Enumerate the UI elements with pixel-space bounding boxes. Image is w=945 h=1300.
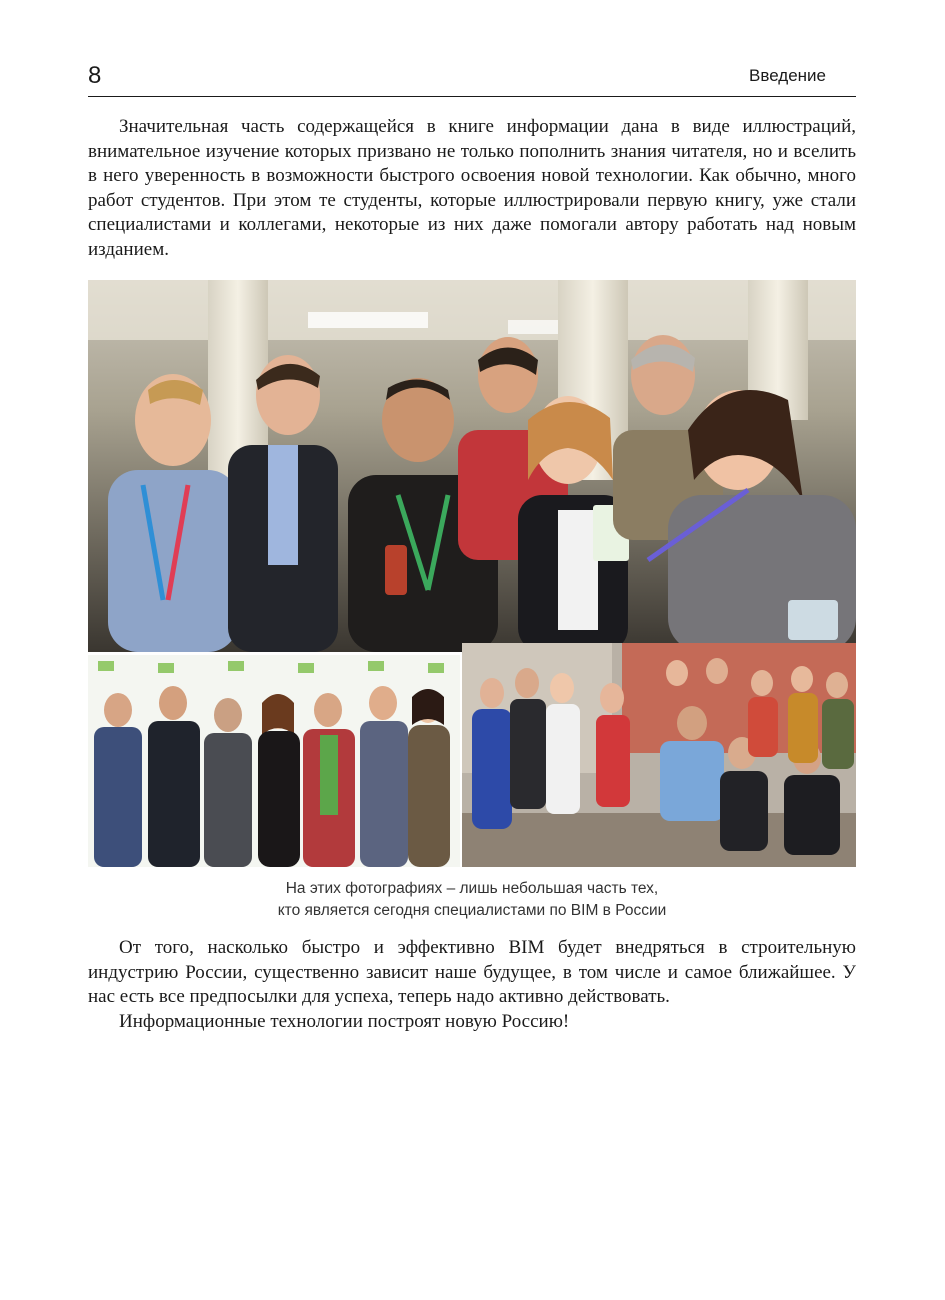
closing-paragraph-2: Информационные технологии построят новую Россию! [119, 1010, 570, 1032]
intro-text [88, 115, 856, 263]
page-number: 8 [88, 62, 102, 89]
running-head: Введение [749, 66, 826, 85]
page-header [88, 60, 856, 97]
figure-caption [88, 878, 856, 922]
caption-line-1: На этих фотографиях – лишь небольшая часть тех, [285, 880, 659, 897]
group-photo-main-illustration [88, 280, 856, 652]
group-photo-left [88, 655, 460, 867]
closing-text [88, 936, 856, 1034]
group-photo-main [88, 280, 856, 652]
closing-paragraph-1: От того, насколько быстро и эффективно BIM будет внедряться в строительную индустрию России, существенно зависит наше будущее, в том числе и самое ближайшее. У нас есть все предпосылки для успеха, теперь надо активно действовать. [88, 937, 856, 1008]
caption-line-2: кто является сегодня специалистами по BIM в России [277, 902, 667, 919]
intro-paragraph: Значительная часть содержащейся в книге информации дана в виде иллюстраций, внимательное изучение которых призвано не только пополнить знания читателя, но и вселить в него уверенность в возможности быстрого освоения новой технологии. Как обычно, много работ студентов. При этом те студенты, которые иллюстрировали первую книгу, уже стали специалистами и коллегами, некоторые из них даже помогали автору работать над новым изданием. [88, 116, 856, 260]
group-photo-right-illustration [462, 643, 856, 867]
group-photo-right [462, 643, 856, 867]
group-photo-left-illustration [88, 655, 460, 867]
